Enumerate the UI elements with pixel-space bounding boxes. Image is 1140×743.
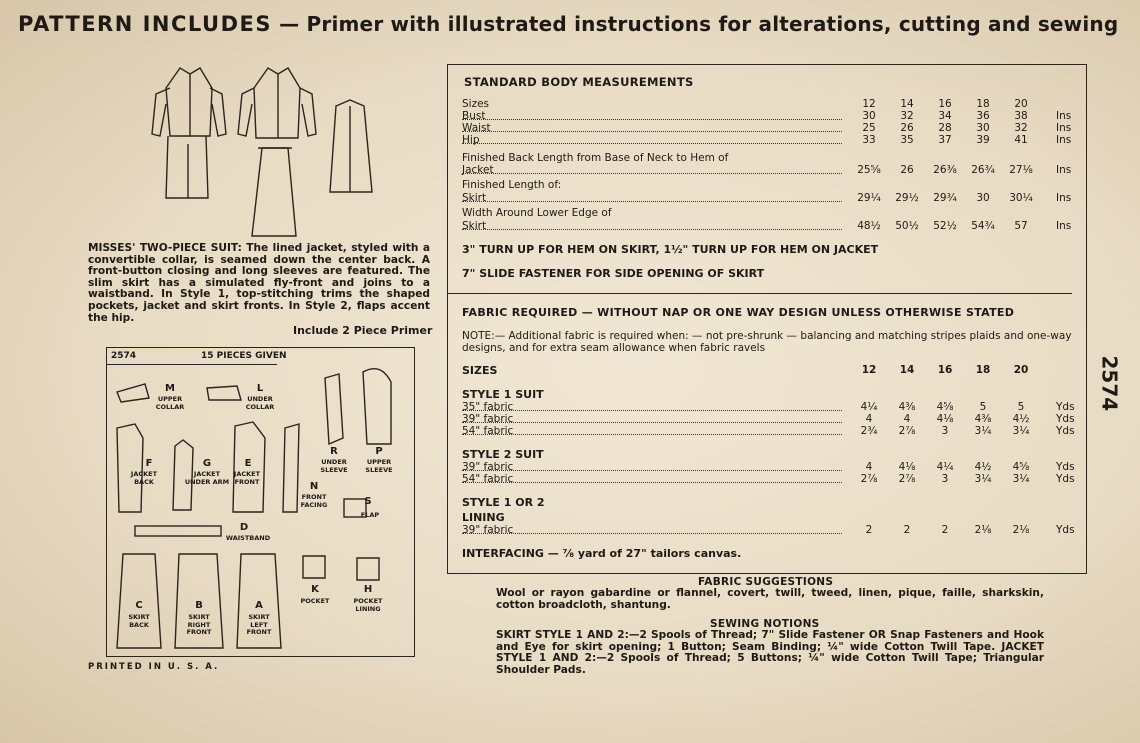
piece-letter-r: R [330, 446, 338, 457]
style1-fabric-row [462, 413, 1075, 425]
measurement-label: Bust [462, 110, 486, 122]
piece-label-f: JACKET BACK [130, 470, 158, 486]
measurement-value: 30 [976, 192, 990, 204]
lining-title-2: LINING [462, 511, 505, 524]
measurement-value: 32 [900, 110, 914, 122]
style1-fabric-value: 3¼ [974, 425, 992, 437]
measurement-value: 37 [938, 134, 952, 146]
measurement-row [462, 110, 1072, 122]
leader-dots [462, 425, 842, 435]
fabric-size: 12 [861, 364, 877, 376]
measurement-unit: Ins [1056, 122, 1072, 134]
piece-label-d: WAISTBAND [225, 534, 271, 542]
measurement-row [462, 164, 1072, 176]
style1-fabric-row [462, 425, 1075, 437]
measurement-value: 29¼ [857, 192, 881, 204]
measurement-value: 18 [976, 98, 990, 110]
piece-label-b: SKIRT RIGHT FRONT [186, 613, 212, 636]
primer-note: Include 2 Piece Primer [293, 324, 433, 337]
measurement-label: Finished Back Length from Base of Neck to Hem of [462, 152, 729, 164]
measurement-label: Skirt [462, 192, 487, 204]
measurement-unit: Ins [1056, 164, 1072, 176]
style1-fabric-unit: Yds [1056, 413, 1075, 425]
measurement-value: 16 [938, 98, 952, 110]
style2-fabric-value: 4 [865, 461, 873, 473]
measurement-value: 48½ [857, 220, 881, 232]
measurement-label: Jacket [462, 164, 494, 176]
style2-fabric-unit: Yds [1056, 461, 1075, 473]
measurement-value: 26¾ [971, 164, 995, 176]
measurement-value: 32 [1014, 122, 1028, 134]
style2-fabric-value: 3¼ [974, 473, 992, 485]
piece-label-c: SKIRT BACK [128, 613, 150, 629]
piece-letter-c: C [135, 600, 143, 611]
lining-fabric-value: 2 [903, 524, 911, 536]
piece-label-n: FRONT FACING [300, 493, 328, 509]
style1-fabric-value: 4¼ [860, 401, 878, 413]
measurement-value: 25 [862, 122, 876, 134]
measurement-row [462, 192, 1072, 204]
style2-fabric-value: 4⅛ [898, 461, 916, 473]
style-1-sketch [152, 68, 226, 198]
fabric-size: 18 [975, 364, 991, 376]
piece-label-p: UPPER SLEEVE [365, 458, 393, 474]
style1-fabric-label: 39" fabric [462, 413, 514, 425]
measurement-value: 30 [862, 110, 876, 122]
leader-dots [462, 164, 842, 174]
measurement-value: 34 [938, 110, 952, 122]
measurement-value: 30 [976, 122, 990, 134]
measurement-value: 26 [900, 122, 914, 134]
measurement-row [462, 98, 1072, 110]
piece-letter-m: M [165, 383, 175, 394]
measurement-value: 14 [900, 98, 914, 110]
section-divider [448, 293, 1072, 294]
measurement-unit: Ins [1056, 134, 1072, 146]
leader-dots [462, 220, 842, 230]
style2-fabric-value: 4¼ [936, 461, 954, 473]
measurement-unit: Ins [1056, 192, 1072, 204]
measurement-value: 52½ [933, 220, 957, 232]
pieces-pattern-number: 2574 [111, 351, 137, 361]
fabric-size: 20 [1013, 364, 1029, 376]
style1-fabric-label: 35" fabric [462, 401, 514, 413]
measurement-label: Finished Length of: [462, 179, 562, 191]
piece-letter-s: S [364, 496, 372, 507]
style1-title: STYLE 1 SUIT [462, 388, 544, 401]
piece-letter-e: E [244, 458, 252, 469]
lining-fabric-value: 2 [865, 524, 873, 536]
measurement-label: Waist [462, 122, 491, 134]
style2-fabric-label: 39" fabric [462, 461, 514, 473]
measurement-value: 41 [1014, 134, 1028, 146]
lining-fabric-value: 2 [941, 524, 949, 536]
piece-letter-l: L [256, 383, 264, 394]
piece-letter-k: K [311, 584, 319, 595]
piece-label-g: JACKET UNDER ARM [184, 470, 230, 486]
leader-dots [462, 110, 842, 120]
style1-fabric-value: 4⅛ [936, 413, 954, 425]
style2-fabric-value: 2⅞ [898, 473, 916, 485]
piece-label-a: SKIRT LEFT FRONT [246, 613, 272, 636]
measurement-value: 30¼ [1009, 192, 1033, 204]
measurement-unit: Ins [1056, 110, 1072, 122]
suggestions-text: Wool or rayon gabardine or flannel, covert, twill, tweed, linen, pique, faille, sharkskin, cotton broadcloth, shantung. [496, 587, 1044, 611]
leader-dots [462, 413, 842, 423]
notions-title: SEWING NOTIONS [710, 618, 820, 630]
fabric-note: NOTE:— Additional fabric is required when: — not pre-shrunk — balancing and matching stripes plaids and one-way designs, and for extra seam allowance when fabric ravels [462, 330, 1072, 354]
leader-dots [462, 524, 842, 534]
measurement-row [462, 122, 1072, 134]
measurement-value: 50½ [895, 220, 919, 232]
fabric-sizes [462, 364, 1072, 376]
measurement-value: 28 [938, 122, 952, 134]
measurement-value: 35 [900, 134, 914, 146]
style-description: MISSES' TWO-PIECE SUIT: The lined jacket, styled with a convertible collar, is seamed down the center back. A front-button closing and long sleeves are featured. The slim skirt has a simulated fly-front and joins to a waistband. In Style 1, top-stitching trims the shaped pockets, jacket and skirt fronts. In Style 2, flaps accent the hip. [88, 242, 430, 324]
piece-letter-d: D [239, 522, 249, 533]
style1-fabric-unit: Yds [1056, 425, 1075, 437]
measurement-value: 54¾ [971, 220, 995, 232]
measurement-value: 57 [1014, 220, 1028, 232]
measurement-value: 20 [1014, 98, 1028, 110]
piece-label-e: JACKET FRONT [233, 470, 261, 486]
style1-fabric-value: 5 [979, 401, 987, 413]
piece-letter-f: F [145, 458, 153, 469]
header-bold: PATTERN INCLUDES [18, 12, 273, 36]
measurement-value: 25⅝ [857, 164, 881, 176]
measurement-value: 33 [862, 134, 876, 146]
piece-letter-a: A [255, 600, 263, 611]
measurement-row [462, 207, 1072, 219]
lining-title-1: STYLE 1 OR 2 [462, 496, 545, 509]
style2-fabric-label: 54" fabric [462, 473, 514, 485]
style2-fabric-unit: Yds [1056, 473, 1075, 485]
hem-note: 3" TURN UP FOR HEM ON SKIRT, 1½" TURN UP FOR HEM ON JACKET [462, 243, 879, 256]
piece-label-l: UNDER COLLAR [245, 395, 275, 411]
measurement-row [462, 220, 1072, 232]
lining-fabric-unit: Yds [1056, 524, 1075, 536]
style1-fabric-label: 54" fabric [462, 425, 514, 437]
style1-fabric-value: 2⅞ [898, 425, 916, 437]
measurement-value: 38 [1014, 110, 1028, 122]
style2-fabric-value: 3 [941, 473, 949, 485]
header-rest: — Primer with illustrated instructions for alterations, cutting and sewing [272, 12, 1119, 36]
piece-label-r: UNDER SLEEVE [320, 458, 348, 474]
style2-title: STYLE 2 SUIT [462, 448, 544, 461]
leader-dots [462, 401, 842, 411]
measurement-value: 36 [976, 110, 990, 122]
measurement-value: 26 [900, 164, 914, 176]
style-2-sketch [238, 68, 316, 236]
piece-label-k: POCKET [300, 597, 330, 605]
measurement-value: 29¾ [933, 192, 957, 204]
style1-fabric-value: 4 [903, 413, 911, 425]
back-view-sketch [330, 100, 372, 192]
style2-fabric-row [462, 461, 1075, 473]
printed-in-usa: PRINTED IN U. S. A. [88, 662, 220, 672]
notions-text: SKIRT STYLE 1 AND 2:—2 Spools of Thread; 7" Slide Fastener OR Snap Fasteners and Hook and Eye for skirt opening; 1 Button; Seam Binding; ¼" wide Cotton Twill Tape. JACKET STYLE 1 AND 2:—2 Spools of Thread; 5 Buttons; ¼" wide Cotton Twill Tape; Triangular Shoulder Pads. [496, 629, 1044, 676]
suggestions-title: FABRIC SUGGESTIONS [698, 576, 834, 588]
piece-letter-g: G [202, 458, 212, 469]
style2-fabric-value: 4½ [974, 461, 992, 473]
style1-fabric-unit: Yds [1056, 401, 1075, 413]
measurement-value: 12 [862, 98, 876, 110]
side-pattern-number: 2574 [1097, 355, 1122, 412]
style2-fabric-value: 4⅝ [1012, 461, 1030, 473]
style1-fabric-value: 4½ [1012, 413, 1030, 425]
pieces-count: 15 PIECES GIVEN [201, 351, 287, 361]
piece-label-s: FLAP [360, 511, 380, 519]
style2-fabric-value: 3¼ [1012, 473, 1030, 485]
piece-label-h: POCKET LINING [353, 597, 383, 613]
lining-fabric-value: 2⅛ [974, 524, 992, 536]
measurement-row [462, 152, 1072, 164]
style1-fabric-value: 2¾ [860, 425, 878, 437]
measurement-value: 29½ [895, 192, 919, 204]
style1-fabric-value: 4⅜ [898, 401, 916, 413]
measurement-unit: Ins [1056, 220, 1072, 232]
measurement-label: Hip [462, 134, 480, 146]
measurement-label: Skirt [462, 220, 487, 232]
lining-fabric-label: 39" fabric [462, 524, 514, 536]
measurement-row [462, 134, 1072, 146]
style2-fabric-row [462, 473, 1075, 485]
style1-fabric-value: 4⅜ [974, 413, 992, 425]
fabric-size: 14 [899, 364, 915, 376]
measurement-label: Width Around Lower Edge of [462, 207, 612, 219]
style1-fabric-value: 3 [941, 425, 949, 437]
measurements-fabric-table [447, 64, 1087, 574]
style1-fabric-value: 4 [865, 413, 873, 425]
interfacing: INTERFACING — ⅞ yard of 27" tailors canvas. [462, 547, 742, 560]
piece-letter-p: P [375, 446, 383, 457]
measurement-value: 39 [976, 134, 990, 146]
piece-label-m: UPPER COLLAR [155, 395, 185, 411]
leader-dots [462, 461, 842, 471]
fastener-note: 7" SLIDE FASTENER FOR SIDE OPENING OF SKIRT [462, 267, 765, 280]
pattern-pieces-box [106, 347, 415, 657]
garment-illustration [150, 64, 380, 244]
style1-fabric-row [462, 401, 1075, 413]
leader-dots [462, 134, 842, 144]
fabric-size: 16 [937, 364, 953, 376]
measurement-value: 26⅜ [933, 164, 957, 176]
measurements-title: STANDARD BODY MEASUREMENTS [464, 75, 694, 89]
style1-fabric-value: 4⅝ [936, 401, 954, 413]
fabric-required-title: FABRIC REQUIRED — WITHOUT NAP OR ONE WAY DESIGN UNLESS OTHERWISE STATED [462, 306, 1015, 319]
style2-fabric-value: 2⅞ [860, 473, 878, 485]
leader-dots [462, 122, 842, 132]
header [18, 12, 1118, 36]
measurement-row [462, 179, 1072, 191]
leader-dots [462, 192, 842, 202]
piece-letter-b: B [195, 600, 203, 611]
fabric-sizes-label: SIZES [462, 364, 498, 377]
measurement-value: 27⅛ [1009, 164, 1033, 176]
piece-letter-h: H [363, 584, 373, 595]
piece-letter-n: N [309, 481, 319, 492]
lining-fabric-row [462, 524, 1075, 536]
leader-dots [462, 473, 842, 483]
style1-fabric-value: 5 [1017, 401, 1025, 413]
measurement-label: Sizes [462, 98, 490, 110]
style1-fabric-value: 3¼ [1012, 425, 1030, 437]
lining-fabric-value: 2⅛ [1012, 524, 1030, 536]
